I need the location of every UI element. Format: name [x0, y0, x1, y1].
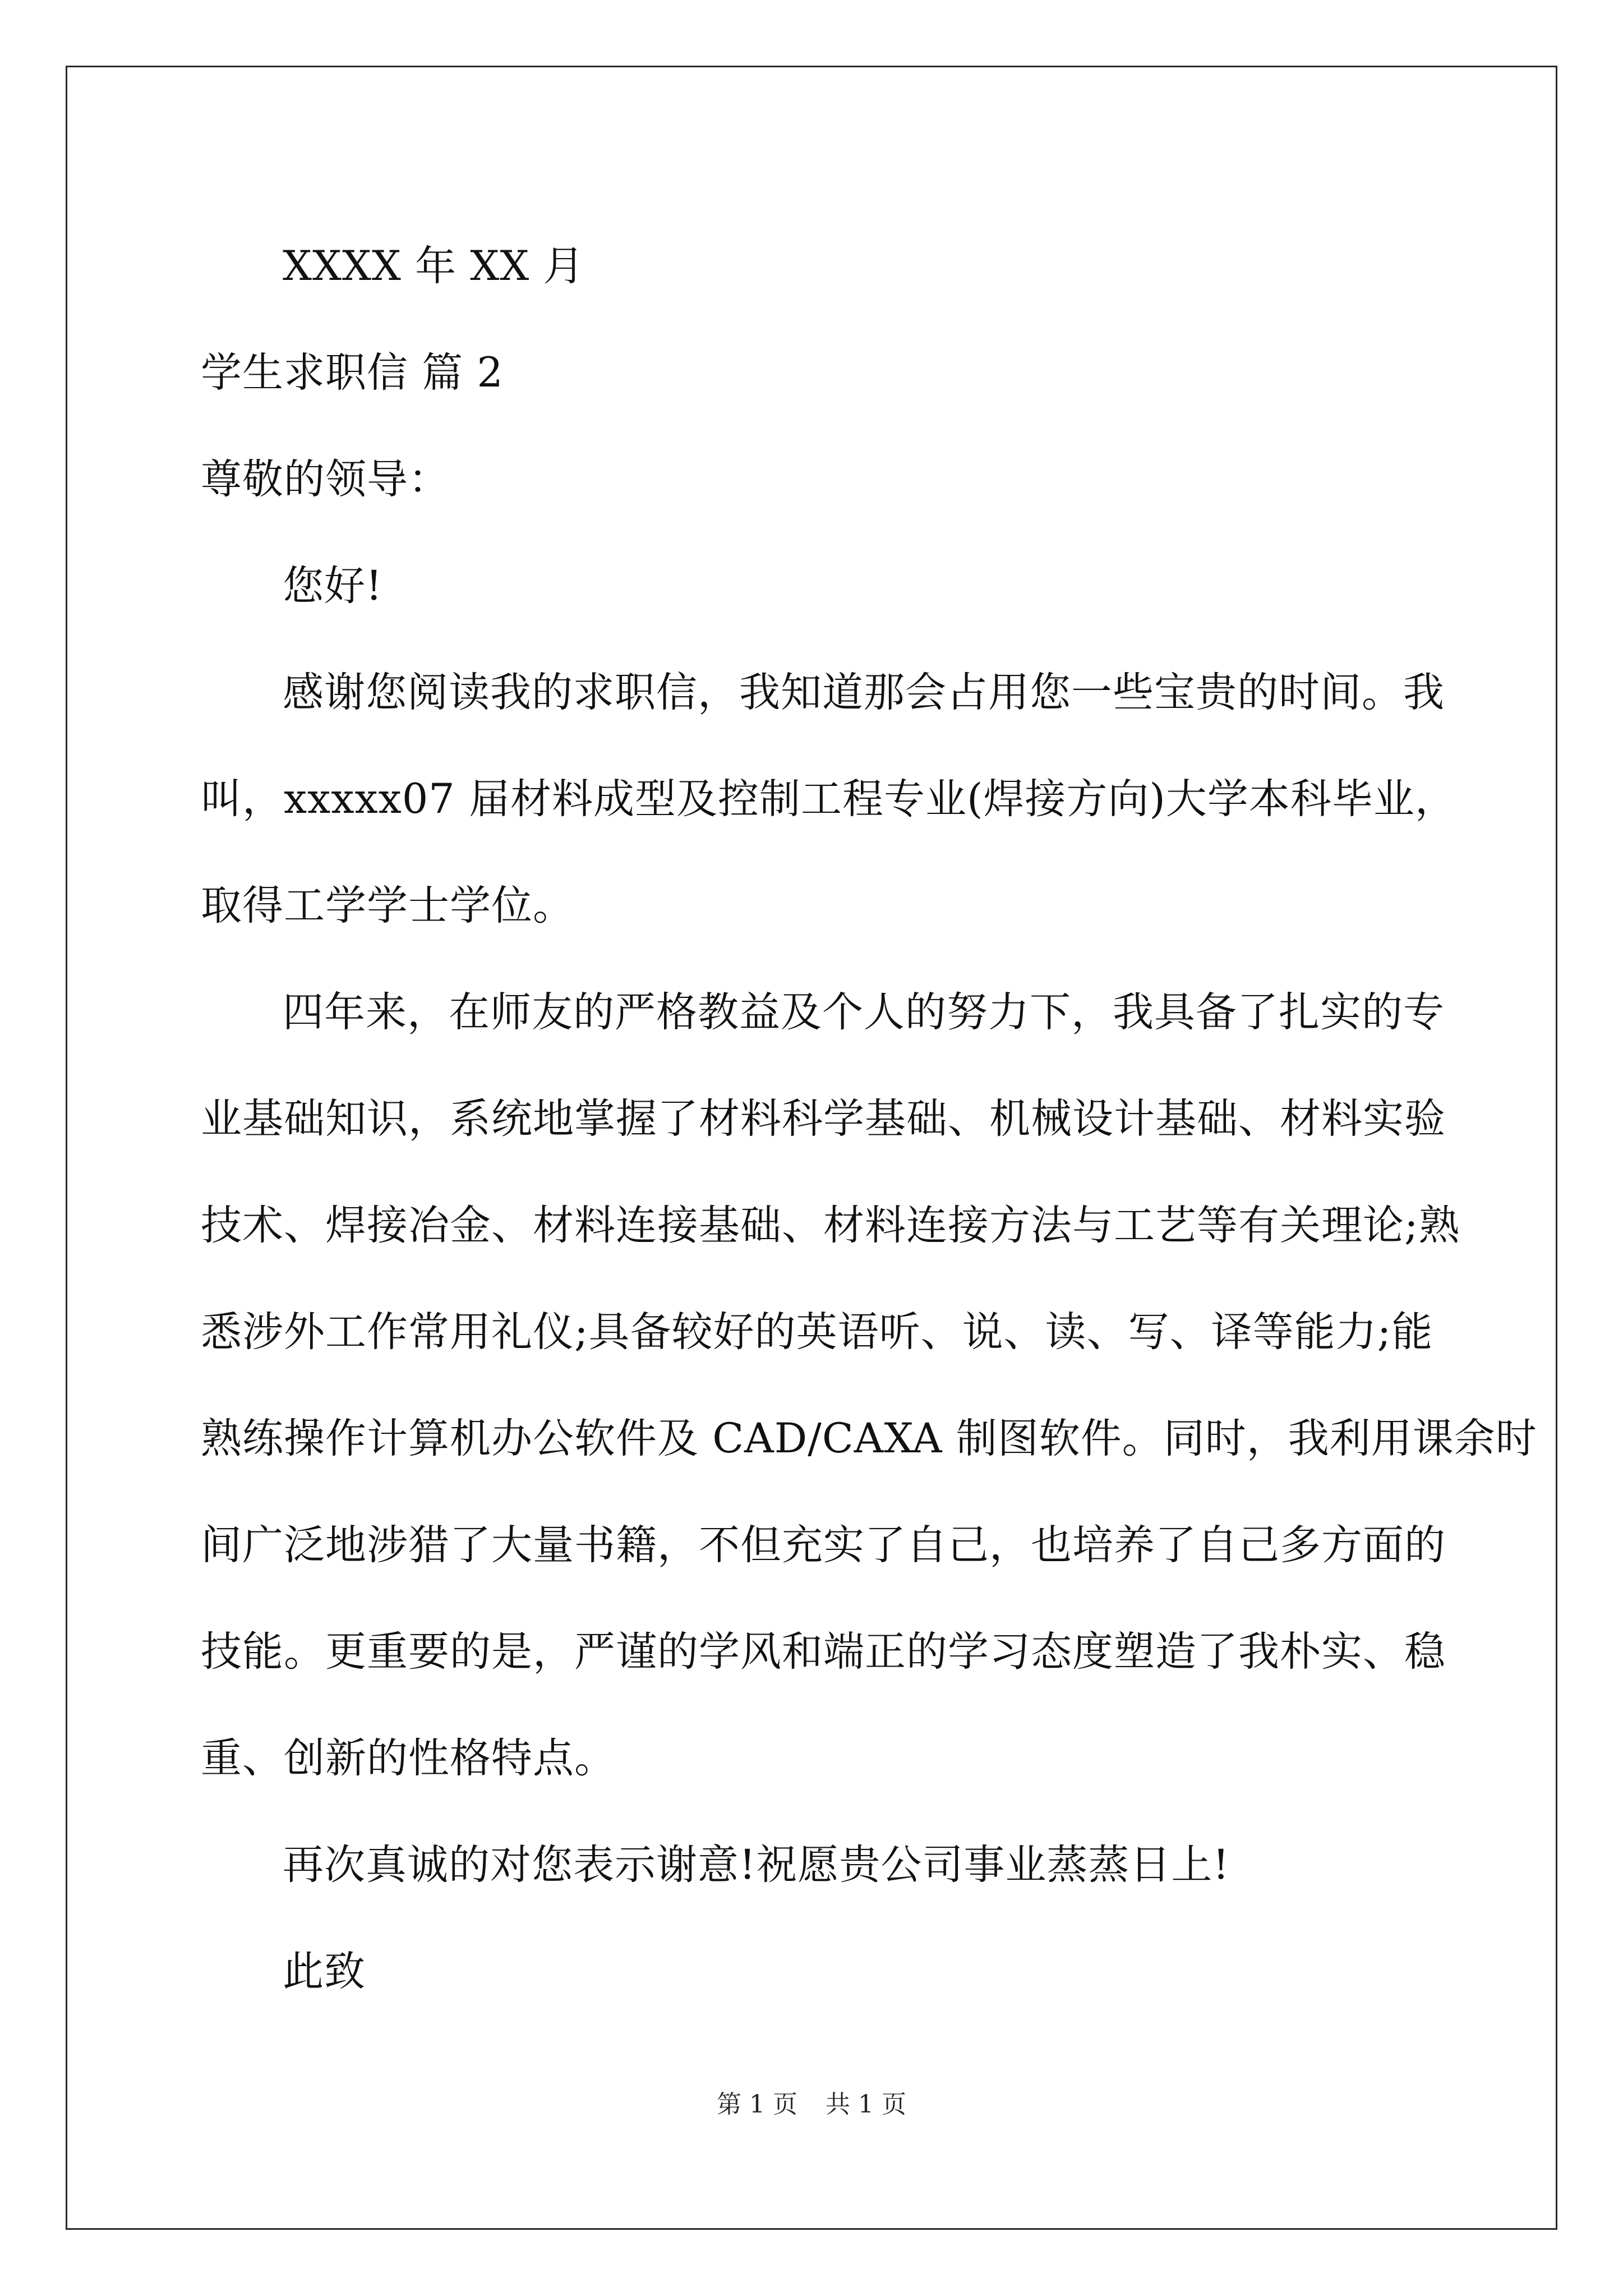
paragraph-line: 业基础知识，系统地掌握了材料科学基础、机械设计基础、材料实验 [201, 1095, 1446, 1143]
paragraph-line: 熟练操作计算机办公软件及 CAD/CAXA 制图软件。同时，我利用课余时 [201, 1415, 1537, 1462]
paragraph-line: 感谢您阅读我的求职信，我知道那会占用您一些宝贵的时间。我 [283, 669, 1445, 716]
date-line: XXXX 年 XX 月 [283, 242, 585, 290]
paragraph-line: 重、创新的性格特点。 [201, 1734, 616, 1782]
paragraph-experience [201, 959, 1537, 1812]
paragraph-line: 取得工学学士学位。 [201, 882, 574, 930]
paragraph-line: 技术、焊接冶金、材料连接基础、材料连接方法与工艺等有关理论;熟 [201, 1202, 1460, 1249]
salutation: 尊敬的领导： [201, 455, 450, 503]
paragraph-line: 悉涉外工作常用礼仪;具备较好的英语听、说、读、写、译等能力;能 [201, 1308, 1433, 1356]
paragraph-line: 间广泛地涉猎了大量书籍，不但充实了自己，也培养了自己多方面的 [201, 1521, 1446, 1569]
closing: 此致 [283, 1948, 366, 1995]
page-total: 共 1 页 [826, 2090, 906, 2119]
section-title: 学生求职信 篇 2 [201, 349, 504, 397]
paragraph-line: 叫，xxxxx07 届材料成型及控制工程专业(焊接方向)大学本科毕业， [201, 775, 1456, 823]
paragraph-thanks [201, 639, 1456, 959]
paragraph-line: 技能。更重要的是，严谨的学风和端正的学习态度塑造了我朴实、稳 [201, 1628, 1446, 1676]
greeting: 您好! [283, 562, 383, 610]
page-footer [0, 2088, 1623, 2122]
paragraph-line: 再次真诚的对您表示谢意!祝愿贵公司事业蒸蒸日上! [283, 1841, 1230, 1889]
paragraph-line: 四年来，在师友的严格教益及个人的努力下，我具备了扎实的专 [283, 988, 1445, 1036]
document-body [201, 213, 1537, 2025]
page-number: 第 1 页 [717, 2090, 797, 2119]
paragraph-wishes [201, 1812, 1435, 1918]
